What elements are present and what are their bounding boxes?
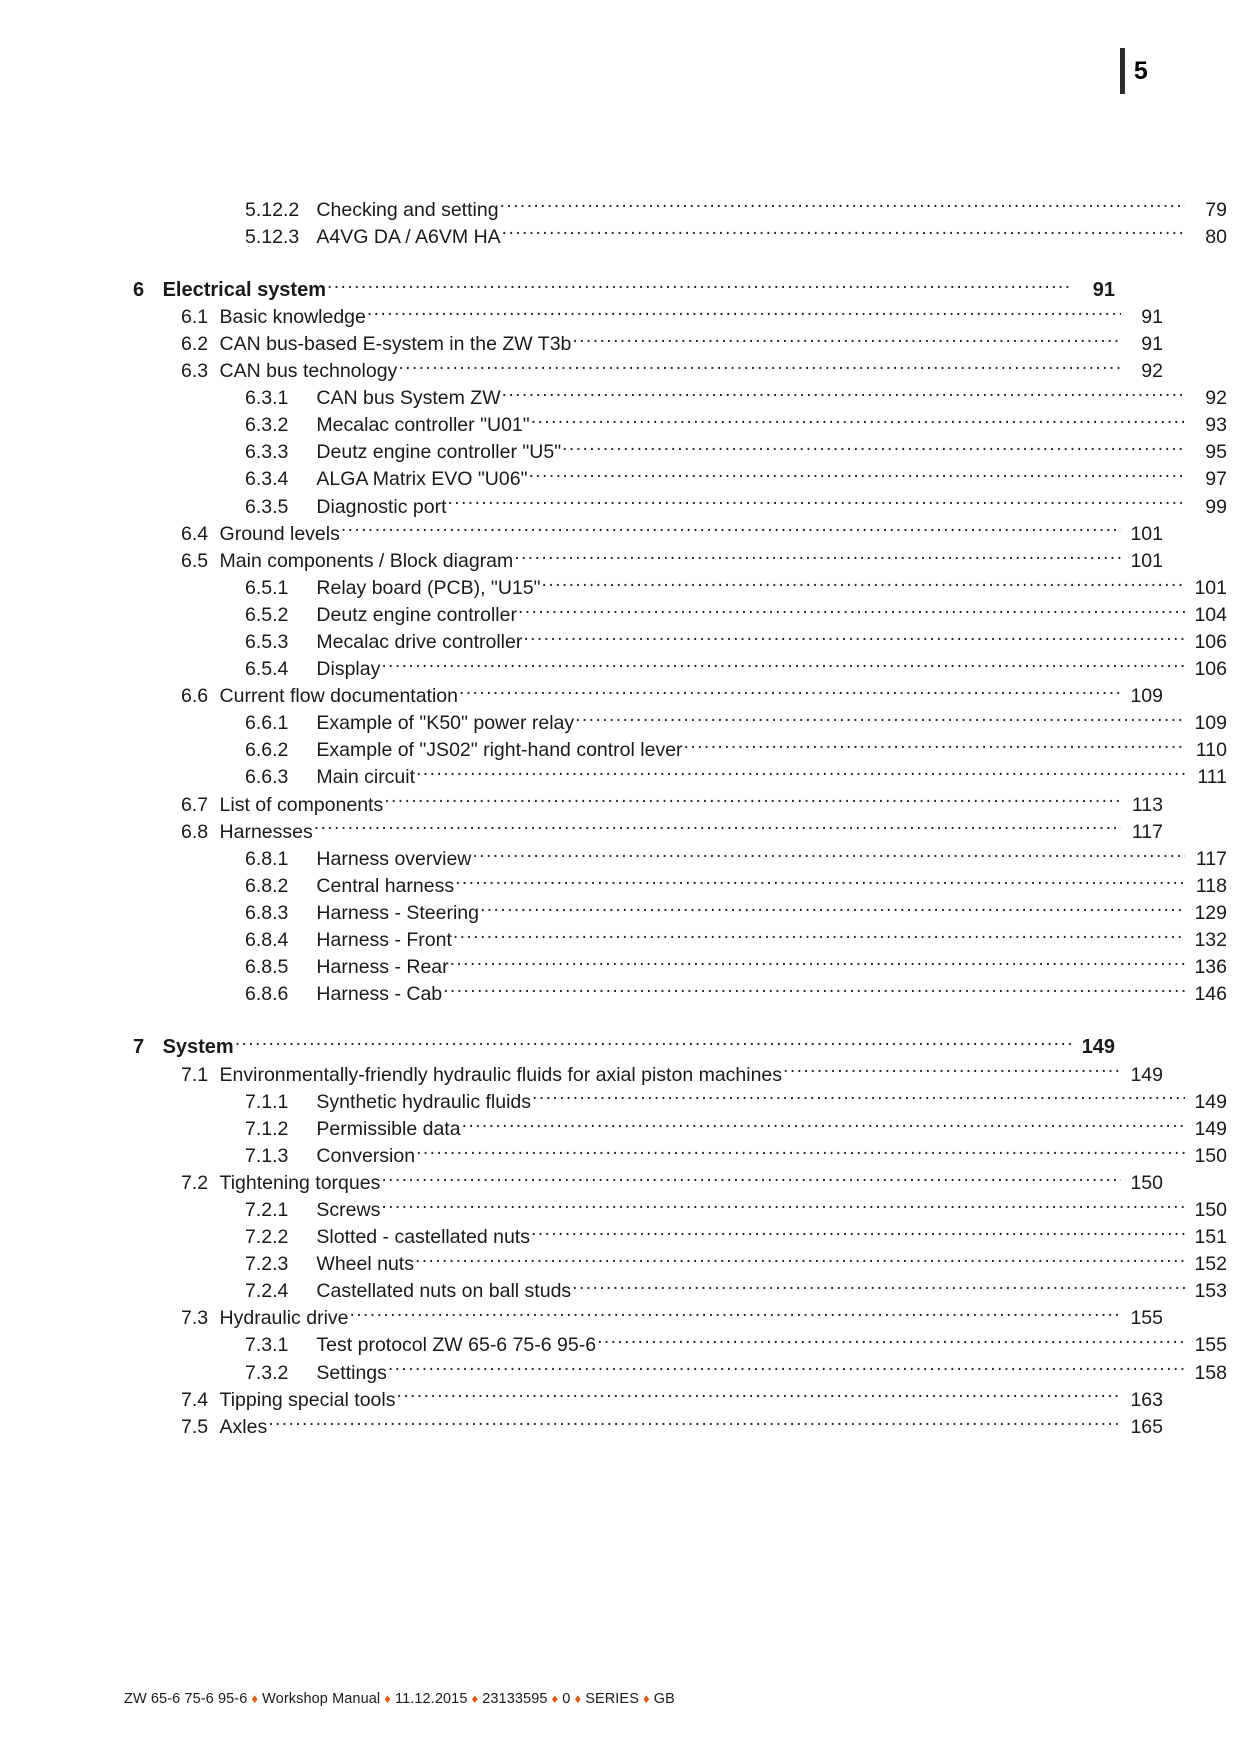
toc-entry-page-number: 80 — [1205, 225, 1227, 248]
footer-part: SERIES — [585, 1691, 639, 1707]
toc-entry[interactable] — [133, 601, 1227, 628]
toc-entry-page-number: 150 — [1194, 1198, 1227, 1221]
toc-entry-number: 5.12.3 — [245, 225, 300, 248]
toc-entry[interactable] — [133, 1332, 1227, 1359]
toc-leader-dots — [367, 303, 1121, 323]
toc-entry-number: 7 — [133, 1036, 145, 1059]
toc-entry-title: Axles — [219, 1415, 268, 1438]
toc-entry-page-number: 92 — [1205, 387, 1227, 410]
toc-entry-number: 7.1.2 — [245, 1117, 289, 1140]
toc-entry-number: 6.3.1 — [245, 387, 289, 410]
toc-leader-dots — [416, 1142, 1185, 1162]
toc-entry-title: Central harness — [316, 874, 455, 897]
toc-leader-dots — [397, 1386, 1122, 1406]
toc-entry-number: 6.8.1 — [245, 847, 289, 870]
toc-leader-dots — [472, 845, 1185, 865]
toc-entry-title: A4VG DA / A6VM HA — [316, 225, 501, 248]
toc-entry-page-number: 79 — [1205, 198, 1227, 221]
toc-entry-title: Tightening torques — [219, 1171, 381, 1194]
toc-entry[interactable] — [133, 1359, 1227, 1386]
toc-entry[interactable] — [133, 276, 1115, 304]
toc-entry-number: 6.2 — [181, 332, 209, 355]
toc-entry-title: Example of "K50" power relay — [316, 712, 575, 735]
toc-entry-title: Screws — [316, 1198, 381, 1221]
toc-entry-number: 6.3.4 — [245, 468, 289, 491]
toc-entry-number: 6.5.2 — [245, 603, 289, 626]
toc-entry-number: 7.4 — [181, 1388, 209, 1411]
toc-entry-page-number: 151 — [1194, 1226, 1227, 1249]
footer-separator-icon: ♦ — [574, 1691, 582, 1706]
toc-entry-page-number: 106 — [1194, 658, 1227, 681]
toc-entry-title: Example of "JS02" right-hand control lever — [316, 739, 683, 762]
toc-entry[interactable] — [133, 872, 1227, 899]
toc-entry-page-number: 101 — [1130, 522, 1163, 545]
footer-part: Workshop Manual — [262, 1691, 381, 1707]
toc-entry[interactable] — [133, 899, 1227, 926]
toc-leader-dots — [562, 439, 1185, 459]
toc-leader-dots — [327, 276, 1073, 296]
toc-leader-dots — [480, 899, 1185, 919]
toc-entry-number: 7.1.3 — [245, 1144, 289, 1167]
toc-spacer — [133, 250, 1115, 276]
toc-entry-title: Harness - Steering — [316, 901, 479, 924]
toc-entry[interactable] — [133, 1305, 1163, 1332]
toc-entry-title: ALGA Matrix EVO "U06" — [316, 468, 528, 491]
toc-entry-number: 6.3.5 — [245, 495, 289, 518]
toc-entry[interactable] — [133, 1115, 1227, 1142]
toc-leader-dots — [523, 629, 1185, 649]
toc-entry[interactable] — [133, 574, 1227, 601]
toc-leader-dots — [381, 1196, 1185, 1216]
toc-leader-dots — [572, 330, 1121, 350]
toc-entry-page-number: 118 — [1195, 874, 1227, 897]
toc-entry-title: Deutz engine controller — [316, 603, 517, 626]
toc-entry-page-number: 91 — [1092, 278, 1115, 301]
toc-entry-number: 6.8.2 — [245, 874, 289, 897]
toc-entry[interactable] — [133, 520, 1163, 547]
toc-entry-number: 6.3 — [181, 360, 209, 383]
toc-entry[interactable] — [133, 547, 1163, 574]
toc-entry[interactable] — [133, 466, 1227, 493]
toc-entry-number: 6.7 — [181, 793, 209, 816]
toc-entry-page-number: 91 — [1141, 332, 1163, 355]
toc-entry-page-number: 149 — [1194, 1090, 1227, 1113]
toc-entry-title: Electrical system — [162, 278, 326, 301]
toc-entry-number: 6.5 — [181, 549, 209, 572]
toc-leader-dots — [341, 520, 1121, 540]
toc-entry-number: 7.3.2 — [245, 1361, 289, 1384]
toc-leader-dots — [684, 737, 1185, 757]
toc-entry-title: CAN bus technology — [219, 360, 398, 383]
toc-entry-page-number: 117 — [1131, 820, 1163, 843]
toc-leader-dots — [415, 1251, 1185, 1271]
toc-entry-number: 6 — [133, 278, 145, 301]
toc-entry[interactable] — [133, 493, 1227, 520]
toc-entry-number: 6.6 — [181, 685, 209, 708]
toc-entry-page-number: 109 — [1194, 712, 1227, 735]
toc-entry-number: 6.8.6 — [245, 983, 289, 1006]
toc-leader-dots — [384, 791, 1121, 811]
toc-entry[interactable] — [133, 1033, 1115, 1061]
toc-entry[interactable] — [133, 791, 1163, 818]
toc-entry-number: 7.2 — [181, 1171, 209, 1194]
toc-entry-number: 7.3 — [181, 1307, 209, 1330]
toc-entry[interactable] — [133, 629, 1227, 656]
toc-leader-dots — [783, 1061, 1121, 1081]
toc-entry-title: Settings — [316, 1361, 387, 1384]
toc-entry-page-number: 146 — [1194, 983, 1227, 1006]
toc-entry-title: Hydraulic drive — [219, 1307, 349, 1330]
toc-leader-dots — [388, 1359, 1185, 1379]
toc-entry[interactable] — [133, 1142, 1227, 1169]
toc-entry[interactable] — [133, 656, 1227, 683]
toc-entry-title: Main circuit — [316, 766, 416, 789]
toc-entry-number: 6.8.4 — [245, 929, 289, 952]
toc-entry-number: 5.12.2 — [245, 198, 300, 221]
toc-entry-title: Harness - Cab — [316, 983, 443, 1006]
toc-entry-title: Mecalac controller "U01" — [316, 414, 530, 437]
toc-entry-title: Synthetic hydraulic fluids — [316, 1090, 532, 1113]
toc-entry-number: 6.6.2 — [245, 739, 289, 762]
toc-entry[interactable] — [133, 1169, 1163, 1196]
toc-spacer — [133, 1008, 1115, 1034]
toc-entry-number: 7.2.2 — [245, 1226, 289, 1249]
toc-leader-dots — [453, 927, 1185, 947]
toc-leader-dots — [502, 385, 1185, 405]
toc-entry-page-number: 165 — [1130, 1415, 1163, 1438]
header-page-number: 5 — [1133, 56, 1148, 85]
toc-entry[interactable] — [133, 1251, 1227, 1278]
toc-entry-page-number: 95 — [1205, 441, 1227, 464]
toc-entry-page-number: 110 — [1195, 739, 1227, 762]
toc-entry-number: 6.1 — [181, 305, 209, 328]
toc-entry-page-number: 136 — [1194, 956, 1227, 979]
toc-entry[interactable] — [133, 303, 1163, 330]
toc-entry[interactable] — [133, 710, 1227, 737]
toc-leader-dots — [459, 683, 1121, 703]
page-footer — [124, 1691, 675, 1707]
toc-entry-title: Deutz engine controller "U5" — [316, 441, 562, 464]
toc-entry[interactable] — [133, 1278, 1227, 1305]
toc-entry-number: 7.1 — [181, 1063, 209, 1086]
toc-entry-title: Wheel nuts — [316, 1253, 414, 1276]
toc-entry-title: Harness - Front — [316, 929, 452, 952]
footer-separator-icon: ♦ — [471, 1691, 479, 1706]
toc-entry[interactable] — [133, 1088, 1227, 1115]
toc-entry-title: CAN bus-based E-system in the ZW T3b — [219, 332, 572, 355]
toc-entry-title: List of components — [219, 793, 384, 816]
table-of-contents — [133, 196, 1227, 1440]
toc-entry-title: Tipping special tools — [219, 1388, 396, 1411]
toc-entry-title: Basic knowledge — [219, 305, 366, 328]
toc-leader-dots — [572, 1278, 1185, 1298]
toc-leader-dots — [416, 764, 1185, 784]
toc-entry-title: Slotted - castellated nuts — [316, 1226, 530, 1249]
toc-entry-title: Conversion — [316, 1144, 416, 1167]
footer-part: 23133595 — [482, 1691, 548, 1707]
toc-entry-page-number: 129 — [1194, 901, 1227, 924]
toc-entry-page-number: 132 — [1194, 929, 1227, 952]
toc-entry-page-number: 99 — [1205, 495, 1227, 518]
toc-entry-page-number: 149 — [1194, 1117, 1227, 1140]
toc-entry[interactable] — [133, 439, 1227, 466]
toc-entry-number: 6.8.3 — [245, 901, 289, 924]
toc-entry-number: 6.3.3 — [245, 441, 289, 464]
toc-entry-title: Checking and setting — [316, 198, 499, 221]
footer-separator-icon: ♦ — [251, 1691, 259, 1706]
toc-entry[interactable] — [133, 683, 1163, 710]
toc-entry-number: 7.2.1 — [245, 1198, 289, 1221]
toc-entry[interactable] — [133, 1224, 1227, 1251]
toc-entry-page-number: 97 — [1205, 468, 1227, 491]
toc-leader-dots — [518, 601, 1185, 621]
toc-entry-page-number: 106 — [1194, 631, 1227, 653]
toc-entry-page-number: 150 — [1194, 1144, 1227, 1167]
toc-entry-page-number: 101 — [1194, 576, 1227, 599]
toc-entry-page-number: 93 — [1205, 414, 1227, 437]
toc-entry-number: 6.3.2 — [245, 414, 289, 437]
toc-entry-title: Display — [316, 658, 381, 681]
toc-entry-page-number: 163 — [1130, 1388, 1163, 1411]
toc-entry-page-number: 158 — [1194, 1361, 1227, 1384]
toc-leader-dots — [597, 1332, 1185, 1352]
footer-part: 11.12.2015 — [394, 1691, 468, 1707]
toc-entry-page-number: 111 — [1197, 766, 1227, 789]
toc-entry[interactable] — [133, 412, 1227, 439]
toc-entry-title: Permissible data — [316, 1117, 461, 1140]
toc-leader-dots — [235, 1033, 1073, 1053]
toc-entry-number: 7.2.3 — [245, 1253, 289, 1276]
toc-entry-number: 7.3.1 — [245, 1334, 289, 1357]
toc-entry-page-number: 117 — [1195, 847, 1227, 870]
toc-entry-page-number: 104 — [1194, 603, 1227, 626]
toc-entry[interactable] — [133, 1413, 1163, 1440]
toc-entry-page-number: 91 — [1141, 305, 1163, 328]
toc-leader-dots — [314, 818, 1121, 838]
toc-entry-page-number: 92 — [1141, 360, 1163, 383]
toc-leader-dots — [350, 1305, 1122, 1325]
toc-leader-dots — [542, 574, 1185, 594]
toc-entry-page-number: 152 — [1194, 1253, 1227, 1276]
toc-entry-title: Ground levels — [219, 522, 340, 545]
page-header — [1120, 48, 1148, 94]
toc-leader-dots — [443, 981, 1185, 1001]
toc-entry-number: 6.6.3 — [245, 766, 289, 789]
toc-leader-dots — [450, 954, 1185, 974]
toc-leader-dots — [500, 196, 1185, 216]
toc-entry[interactable] — [133, 1196, 1227, 1223]
toc-leader-dots — [448, 493, 1186, 513]
toc-leader-dots — [268, 1413, 1121, 1433]
toc-entry-page-number: 109 — [1130, 685, 1163, 708]
toc-entry[interactable] — [133, 981, 1227, 1008]
toc-entry-page-number: 150 — [1130, 1171, 1163, 1194]
toc-leader-dots — [381, 656, 1185, 676]
footer-separator-icon: ♦ — [551, 1691, 559, 1706]
toc-entry-number: 7.5 — [181, 1415, 209, 1438]
toc-entry-title: Harnesses — [219, 820, 313, 843]
toc-entry-number: 7.1.1 — [245, 1090, 289, 1113]
footer-separator-icon: ♦ — [384, 1691, 391, 1706]
footer-part: ZW 65-6 75-6 95-6 — [124, 1691, 248, 1707]
toc-entry-title: Castellated nuts on ball studs — [316, 1280, 572, 1303]
toc-entry-title: Relay board (PCB), "U15" — [316, 576, 541, 599]
toc-entry[interactable] — [133, 385, 1227, 412]
toc-leader-dots — [531, 1224, 1185, 1244]
toc-entry[interactable] — [133, 954, 1227, 981]
toc-leader-dots — [381, 1169, 1121, 1189]
toc-entry-title: Harness - Rear — [316, 956, 449, 979]
toc-entry-title: Environmentally-friendly hydraulic fluids for axial piston machines — [219, 1063, 783, 1086]
toc-entry-title: System — [162, 1036, 234, 1059]
toc-entry[interactable] — [133, 818, 1163, 845]
footer-part: GB — [653, 1691, 675, 1707]
toc-leader-dots — [455, 872, 1185, 892]
toc-entry-number: 6.4 — [181, 522, 209, 545]
toc-leader-dots — [398, 358, 1121, 378]
toc-leader-dots — [532, 1088, 1185, 1108]
toc-entry[interactable] — [133, 196, 1227, 223]
toc-entry-number: 6.8.5 — [245, 956, 289, 979]
toc-entry-page-number: 101 — [1130, 549, 1163, 572]
footer-separator-icon: ♦ — [642, 1691, 650, 1706]
toc-entry[interactable] — [133, 737, 1227, 764]
toc-entry-page-number: 149 — [1081, 1036, 1115, 1059]
toc-entry-number: 6.8 — [181, 820, 209, 843]
header-rule-bar — [1120, 48, 1125, 94]
toc-entry-page-number: 113 — [1131, 793, 1163, 816]
toc-entry[interactable] — [133, 1061, 1163, 1088]
toc-entry-page-number: 153 — [1194, 1280, 1227, 1303]
toc-entry-title: Mecalac drive controller — [316, 631, 523, 653]
toc-entry-page-number: 155 — [1194, 1334, 1227, 1357]
toc-entry-title: Main components / Block diagram — [219, 549, 514, 572]
toc-entry[interactable] — [133, 764, 1227, 791]
toc-leader-dots — [502, 223, 1185, 243]
toc-entry[interactable] — [133, 330, 1163, 357]
toc-entry[interactable] — [133, 1386, 1163, 1413]
toc-entry-page-number: 155 — [1130, 1307, 1163, 1330]
toc-entry-title: CAN bus System ZW — [316, 387, 501, 410]
toc-entry[interactable] — [133, 845, 1227, 872]
toc-entry-number: 6.5.1 — [245, 576, 289, 599]
toc-leader-dots — [462, 1115, 1185, 1135]
toc-entry-page-number: 149 — [1130, 1063, 1163, 1086]
toc-entry-number: 6.5.3 — [245, 631, 289, 653]
toc-entry-title: Diagnostic port — [316, 495, 447, 518]
toc-leader-dots — [531, 412, 1185, 432]
toc-entry-number: 6.6.1 — [245, 712, 289, 735]
toc-entry-title: Current flow documentation — [219, 685, 458, 708]
toc-leader-dots — [514, 547, 1121, 567]
footer-part: 0 — [562, 1691, 571, 1707]
toc-leader-dots — [529, 466, 1185, 486]
toc-entry-title: Test protocol ZW 65-6 75-6 95-6 — [316, 1334, 597, 1357]
toc-entry-title: Harness overview — [316, 847, 472, 870]
toc-entry-number: 7.2.4 — [245, 1280, 289, 1303]
toc-entry[interactable] — [133, 358, 1163, 385]
toc-entry[interactable] — [133, 223, 1227, 250]
toc-leader-dots — [575, 710, 1185, 730]
toc-entry-number: 6.5.4 — [245, 658, 289, 681]
toc-entry[interactable] — [133, 927, 1227, 954]
